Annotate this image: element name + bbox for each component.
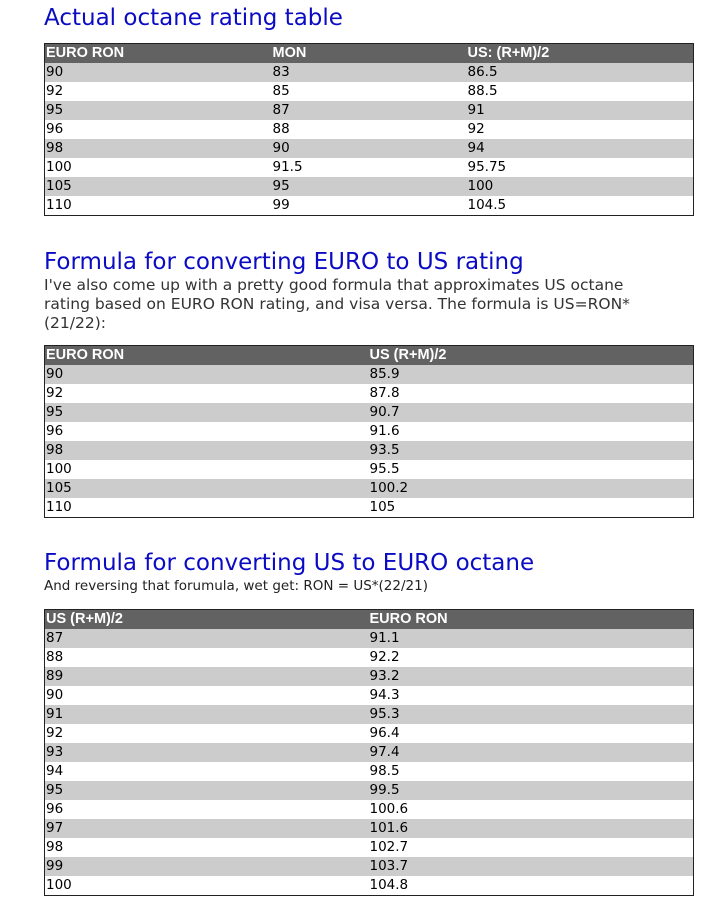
table-cell: 110 xyxy=(45,196,272,216)
table-row xyxy=(45,781,694,800)
table-cell: 90.7 xyxy=(369,403,694,422)
table-cell: 105 xyxy=(45,479,369,498)
table-cell: 97.4 xyxy=(369,743,694,762)
table-cell: 94 xyxy=(467,139,694,158)
table-row xyxy=(45,422,694,441)
table-cell: 100 xyxy=(45,158,272,177)
table-row xyxy=(45,177,694,196)
table-cell: 92 xyxy=(45,82,272,101)
table-cell: 102.7 xyxy=(369,838,694,857)
table-cell: 93 xyxy=(45,743,369,762)
table-row xyxy=(45,724,694,743)
table-header xyxy=(45,610,694,630)
table-cell: 95 xyxy=(45,101,272,120)
table-cell: 100.6 xyxy=(369,800,694,819)
table-cell: 98 xyxy=(45,441,369,460)
table-cell: 92.2 xyxy=(369,648,694,667)
table-cell: 95 xyxy=(45,403,369,422)
euro-to-us-table xyxy=(44,345,694,518)
section-title-us-to-euro: Formula for converting US to EURO octane xyxy=(44,550,535,576)
table-row xyxy=(45,667,694,686)
column-header: EURO RON xyxy=(45,44,272,64)
table-cell: 91.1 xyxy=(369,629,694,648)
table-row xyxy=(45,705,694,724)
table-row xyxy=(45,838,694,857)
table-cell: 85.9 xyxy=(369,365,694,384)
table-cell: 110 xyxy=(45,498,369,518)
table-cell: 99.5 xyxy=(369,781,694,800)
table-row xyxy=(45,384,694,403)
table-row xyxy=(45,460,694,479)
table-cell: 104.5 xyxy=(467,196,694,216)
table-cell: 90 xyxy=(45,686,369,705)
table-row xyxy=(45,762,694,781)
table-cell: 95.3 xyxy=(369,705,694,724)
table-row xyxy=(45,857,694,876)
table-row xyxy=(45,498,694,518)
table-row xyxy=(45,648,694,667)
table-cell: 99 xyxy=(272,196,467,216)
table-cell: 105 xyxy=(369,498,694,518)
table-cell: 101.6 xyxy=(369,819,694,838)
table-row xyxy=(45,441,694,460)
table-row xyxy=(45,196,694,216)
table-cell: 87.8 xyxy=(369,384,694,403)
table-cell: 88.5 xyxy=(467,82,694,101)
table-row xyxy=(45,403,694,422)
table-row xyxy=(45,365,694,384)
table-cell: 98 xyxy=(45,838,369,857)
table-cell: 94.3 xyxy=(369,686,694,705)
table-cell: 90 xyxy=(45,365,369,384)
column-header: US (R+M)/2 xyxy=(369,346,694,366)
table-row xyxy=(45,63,694,82)
table-cell: 96 xyxy=(45,120,272,139)
table-cell: 83 xyxy=(272,63,467,82)
table-cell: 91.6 xyxy=(369,422,694,441)
table-cell: 95 xyxy=(272,177,467,196)
table-cell: 88 xyxy=(45,648,369,667)
table-cell: 100.2 xyxy=(369,479,694,498)
section-title-euro-to-us: Formula for converting EURO to US rating xyxy=(44,249,524,275)
table-cell: 95 xyxy=(45,781,369,800)
table-cell: 91 xyxy=(467,101,694,120)
table-cell: 90 xyxy=(45,63,272,82)
table-cell: 96 xyxy=(45,800,369,819)
actual-octane-table xyxy=(44,43,694,216)
table-row xyxy=(45,629,694,648)
table-cell: 100 xyxy=(467,177,694,196)
table-cell: 96 xyxy=(45,422,369,441)
table-cell: 103.7 xyxy=(369,857,694,876)
table-row xyxy=(45,158,694,177)
table-body xyxy=(45,63,694,216)
column-header: EURO RON xyxy=(45,346,369,366)
table-cell: 87 xyxy=(45,629,369,648)
us-to-euro-table xyxy=(44,609,694,896)
table-cell: 95.5 xyxy=(369,460,694,479)
formula-description: And reversing that forumula, wet get: RON = US*(22/21) xyxy=(44,578,428,594)
table-cell: 100 xyxy=(45,876,369,896)
table-row xyxy=(45,819,694,838)
table-cell: 100 xyxy=(45,460,369,479)
table-cell: 91 xyxy=(45,705,369,724)
section-title-actual-octane: Actual octane rating table xyxy=(44,5,343,31)
column-header: EURO RON xyxy=(369,610,694,630)
table-cell: 86.5 xyxy=(467,63,694,82)
table-row xyxy=(45,876,694,896)
table-cell: 93.5 xyxy=(369,441,694,460)
table-cell: 97 xyxy=(45,819,369,838)
formula-description: I've also come up with a pretty good formula that approximates US octane rating based on EURO RON rating, and visa versa. The formula is US=RON*(21/22): xyxy=(44,276,630,332)
table-cell: 94 xyxy=(45,762,369,781)
table-cell: 90 xyxy=(272,139,467,158)
table-cell: 95.75 xyxy=(467,158,694,177)
table-cell: 89 xyxy=(45,667,369,686)
table-row xyxy=(45,479,694,498)
table-row xyxy=(45,82,694,101)
table-body xyxy=(45,365,694,518)
table-cell: 98 xyxy=(45,139,272,158)
table-row xyxy=(45,101,694,120)
table-cell: 92 xyxy=(45,724,369,743)
table-cell: 96.4 xyxy=(369,724,694,743)
table-row xyxy=(45,686,694,705)
table-row xyxy=(45,139,694,158)
column-header: US: (R+M)/2 xyxy=(467,44,694,64)
table-cell: 104.8 xyxy=(369,876,694,896)
table-cell: 93.2 xyxy=(369,667,694,686)
table-cell: 99 xyxy=(45,857,369,876)
column-header: MON xyxy=(272,44,467,64)
table-header xyxy=(45,44,694,64)
table-cell: 85 xyxy=(272,82,467,101)
table-body xyxy=(45,629,694,896)
table-cell: 98.5 xyxy=(369,762,694,781)
table-cell: 105 xyxy=(45,177,272,196)
table-cell: 92 xyxy=(45,384,369,403)
table-row xyxy=(45,743,694,762)
table-cell: 88 xyxy=(272,120,467,139)
table-row xyxy=(45,120,694,139)
table-cell: 87 xyxy=(272,101,467,120)
column-header: US (R+M)/2 xyxy=(45,610,369,630)
table-cell: 91.5 xyxy=(272,158,467,177)
table-row xyxy=(45,800,694,819)
table-cell: 92 xyxy=(467,120,694,139)
table-header xyxy=(45,346,694,366)
